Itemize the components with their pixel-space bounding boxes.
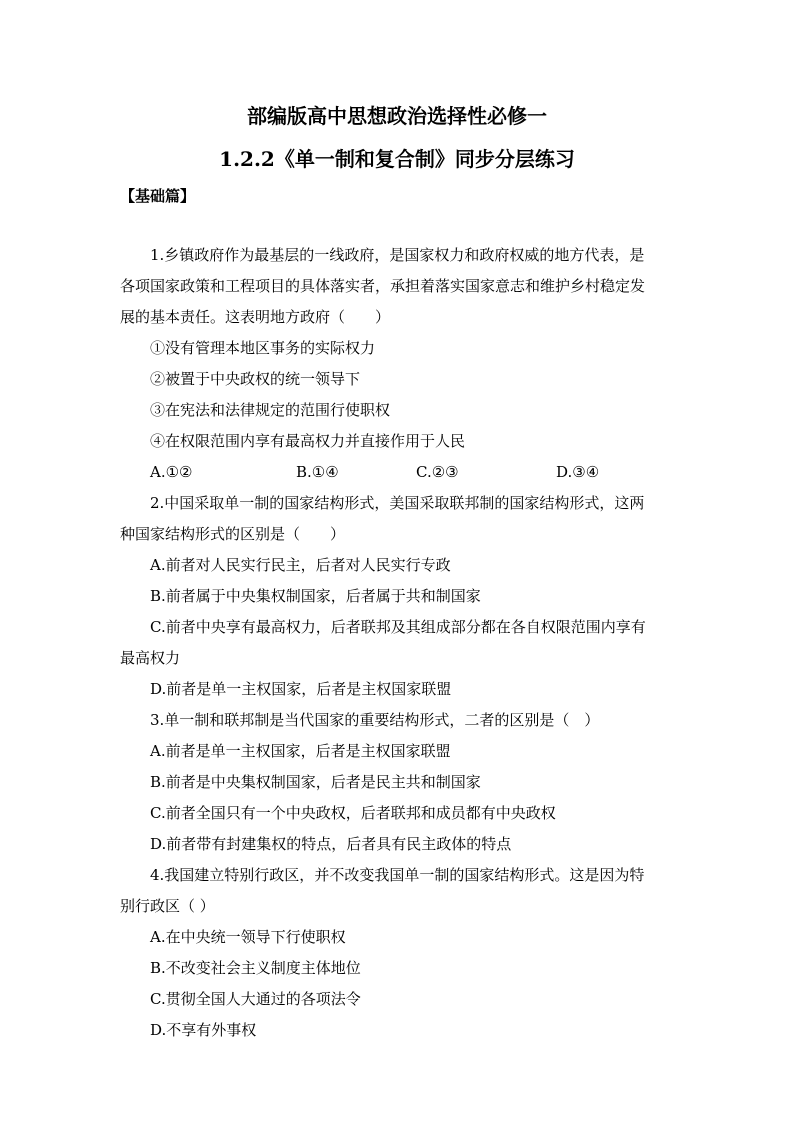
q4-option-c: C.贯彻全国人大通过的各项法令 <box>150 990 361 1008</box>
q3-option-d: D.前者带有封建集权的特点，后者具有民主政体的特点 <box>150 835 512 853</box>
q2-stem-line1: 2.中国采取单一制的国家结构形式，美国采取联邦制的国家结构形式，这两 <box>150 494 645 512</box>
q1-option-b: B.①④ <box>296 463 339 481</box>
q1-stem-line2: 各项国家政策和工程项目的具体落实者，承担着落实国家意志和维护乡村稳定发 <box>120 277 646 295</box>
document-subtitle: 1.2.2《单一制和复合制》同步分层练习 <box>219 147 575 171</box>
q3-stem: 3.单一制和联邦制是当代国家的重要结构形式，二者的区别是（ ） <box>150 711 600 729</box>
q1-option-c: C.②③ <box>416 463 459 481</box>
q2-option-a: A.前者对人民实行民主，后者对人民实行专政 <box>150 556 451 574</box>
q2-option-c-line1: C.前者中央享有最高权力，后者联邦及其组成部分都在各自权限范围内享有 <box>150 618 646 636</box>
q4-stem-line1: 4.我国建立特别行政区，并不改变我国单一制的国家结构形式。这是因为特 <box>150 866 645 884</box>
q4-stem-line2: 别行政区（ ） <box>120 897 215 915</box>
q1-option-d: D.③④ <box>556 463 600 481</box>
q3-option-b: B.前者是中央集权制国家，后者是民主共和制国家 <box>150 773 481 791</box>
document-title: 部编版高中思想政治选择性必修一 <box>247 104 547 128</box>
q3-option-c: C.前者全国只有一个中央政权，后者联邦和成员都有中央政权 <box>150 804 556 822</box>
q1-item-1: ①没有管理本地区事务的实际权力 <box>150 339 376 357</box>
q2-option-d: D.前者是单一主权国家，后者是主权国家联盟 <box>150 680 452 698</box>
q1-options <box>150 461 670 483</box>
q4-option-b: B.不改变社会主义制度主体地位 <box>150 959 361 977</box>
q2-stem-line2: 种国家结构形式的区别是（ ） <box>120 525 346 543</box>
q1-stem-line1: 1.乡镇政府作为最基层的一线政府，是国家权力和政府权威的地方代表，是 <box>150 246 645 264</box>
q1-item-4: ④在权限范围内享有最高权力并直接作用于人民 <box>150 432 466 450</box>
q1-option-a: A.①② <box>150 463 193 481</box>
q1-item-3: ③在宪法和法律规定的范围行使职权 <box>150 401 391 419</box>
q1-stem-line3: 展的基本责任。这表明地方政府（ ） <box>120 308 391 326</box>
q3-option-a: A.前者是单一主权国家，后者是主权国家联盟 <box>150 742 451 760</box>
q4-option-a: A.在中央统一领导下行使职权 <box>150 928 346 946</box>
section-heading: 【基础篇】 <box>120 187 196 205</box>
q4-option-d: D.不享有外事权 <box>150 1021 257 1039</box>
q1-item-2: ②被置于中央政权的统一领导下 <box>150 370 361 388</box>
q2-option-b: B.前者属于中央集权制国家，后者属于共和制国家 <box>150 587 481 605</box>
q2-option-c-line2: 最高权力 <box>120 649 181 667</box>
